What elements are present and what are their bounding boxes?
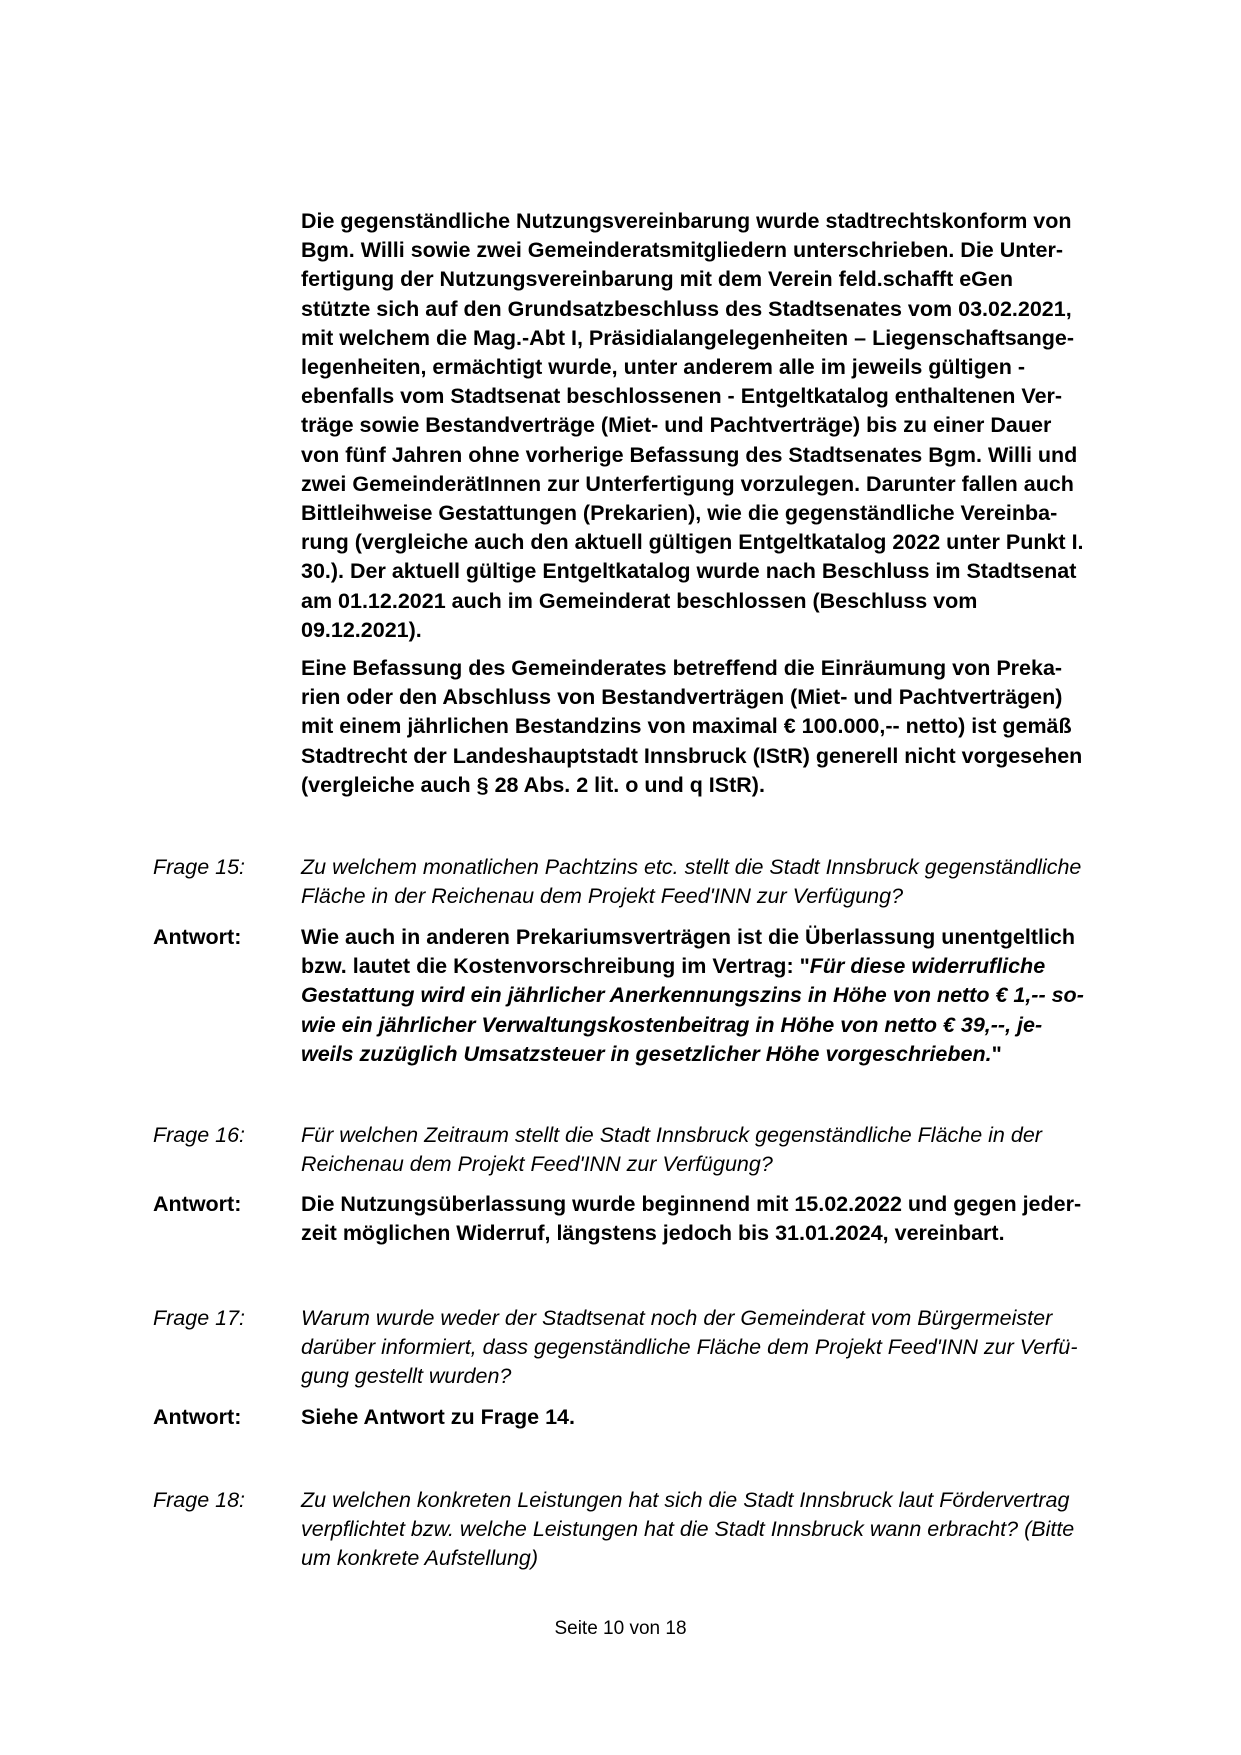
question-16-label: Frage 16: [153, 1123, 246, 1147]
answer-17-label: Antwort: [153, 1405, 242, 1429]
text-line: Siehe Antwort zu Frage 14. [301, 1405, 575, 1429]
text-segment: bzw. lautet die Kostenvorschreibung im Vertrag: " [301, 954, 810, 979]
question-18-text [301, 1486, 1136, 1574]
text-line: stützte sich auf den Grundsatzbeschluss des Stadtsenates vom 03.02.2021, [301, 296, 1072, 321]
question-18-label: Frage 18: [153, 1488, 246, 1512]
text-line: mit einem jährlichen Bestandzins von maximal € 100.000,-- netto) ist gemäß [301, 714, 1072, 739]
text-line: legenheiten, ermächtigt wurde, unter anderem alle im jeweils gültigen - [301, 355, 1025, 380]
text-line: zeit möglichen Widerruf, längstens jedoch bis 31.01.2024, vereinbart. [301, 1221, 1005, 1246]
answer-15-text [301, 923, 1136, 1069]
answer-15-label: Antwort: [153, 925, 242, 949]
text-line: Wie auch in anderen Prekariumsverträgen ist die Überlassung unentgeltlich [301, 925, 1076, 949]
question-17-text [301, 1304, 1136, 1392]
quote-segment: Für diese widerrufliche [809, 954, 1046, 979]
text-line: 30.). Der aktuell gültige Entgeltkatalog wurde nach Beschluss im Stadtsenat [301, 559, 1077, 584]
text-line: rung (vergleiche auch den aktuell gültigen Entgeltkatalog 2022 unter Punkt I. [301, 530, 1084, 555]
text-line [301, 952, 1136, 981]
text-line: Fläche in der Reichenau dem Projekt Feed'INN zur Verfügung? [301, 884, 904, 909]
text-line: fertigung der Nutzungsvereinbarung mit dem Verein feld.schafft eGen [301, 267, 1013, 292]
text-line [301, 1040, 1136, 1069]
answer-16-label: Antwort: [153, 1192, 242, 1216]
text-line: träge sowie Bestandverträge (Miet- und Pachtverträge) bis zu einer Dauer [301, 413, 1052, 438]
text-line: (vergleiche auch § 28 Abs. 2 lit. o und q IStR). [301, 772, 765, 797]
text-line: Die gegenständliche Nutzungsvereinbarung wurde stadtrechtskonform von [301, 209, 1072, 233]
text-line: gung gestellt wurden? [301, 1364, 512, 1389]
paragraph-nutzungsvereinbarung [301, 207, 1136, 645]
text-line: am 01.12.2021 auch im Gemeinderat beschlossen (Beschluss vom [301, 588, 978, 613]
paragraph-gemeinderat-befassung [301, 654, 1136, 800]
text-line: um konkrete Aufstellung) [301, 1546, 539, 1571]
text-line: Stadtrecht der Landeshauptstadt Innsbruck (IStR) generell nicht vorgesehen [301, 743, 1083, 768]
question-15-label: Frage 15: [153, 855, 246, 879]
text-line: Zu welchen konkreten Leistungen hat sich die Stadt Innsbruck laut Fördervertrag [301, 1488, 1070, 1512]
text-line: darüber informiert, dass gegenständliche Fläche dem Projekt Feed'INN zur Verfü- [301, 1335, 1078, 1360]
text-line: Bgm. Willi sowie zwei Gemeinderatsmitgliedern unterschrieben. Die Unter- [301, 238, 1064, 263]
text-line: 09.12.2021). [301, 617, 422, 642]
question-15-text [301, 853, 1136, 911]
text-line: Eine Befassung des Gemeinderates betreffend die Einräumung von Preka- [301, 656, 1063, 680]
text-line: verpflichtet bzw. welche Leistungen hat die Stadt Innsbruck wann erbracht? (Bitte [301, 1517, 1075, 1542]
text-line: rien oder den Abschluss von Bestandverträgen (Miet- und Pachtverträgen) [301, 685, 1063, 710]
text-line: Für welchen Zeitraum stellt die Stadt Innsbruck gegenständliche Fläche in der [301, 1123, 1042, 1147]
quote-segment: weils zuzüglich Umsatzsteuer in gesetzlicher Höhe vorgeschrieben. [301, 1041, 992, 1066]
text-line: zwei GemeinderätInnen zur Unterfertigung vorzulegen. Darunter fallen auch [301, 471, 1074, 496]
text-line: Warum wurde weder der Stadtsenat noch der Gemeinderat vom Bürgermeister [301, 1306, 1053, 1330]
text-line: Bittleihweise Gestattungen (Prekarien), wie die gegenständliche Vereinba- [301, 501, 1058, 526]
answer-17-text [301, 1403, 1136, 1432]
question-17-label: Frage 17: [153, 1306, 246, 1330]
text-line: Die Nutzungsüberlassung wurde beginnend mit 15.02.2022 und gegen jeder- [301, 1192, 1082, 1216]
page-number-footer: Seite 10 von 18 [554, 1618, 687, 1639]
text-segment: " [991, 1041, 1002, 1066]
text-line: Reichenau dem Projekt Feed'INN zur Verfügung? [301, 1152, 773, 1177]
text-line: mit welchem die Mag.-Abt I, Präsidialangelegenheiten – Liegenschaftsange- [301, 325, 1074, 350]
text-line: ebenfalls vom Stadtsenat beschlossenen - Entgeltkatalog enthaltenen Ver- [301, 384, 1063, 409]
question-16-text [301, 1121, 1136, 1179]
text-line: von fünf Jahren ohne vorherige Befassung des Stadtsenates Bgm. Willi und [301, 442, 1078, 467]
text-line: Zu welchem monatlichen Pachtzins etc. stellt die Stadt Innsbruck gegenständliche [301, 855, 1082, 879]
quote-line: wie ein jährlicher Verwaltungskostenbeitrag in Höhe von netto € 39,--, je- [301, 1012, 1043, 1037]
answer-16-text [301, 1190, 1136, 1248]
quote-line: Gestattung wird ein jährlicher Anerkennungszins in Höhe von netto € 1,-- so- [301, 983, 1084, 1008]
